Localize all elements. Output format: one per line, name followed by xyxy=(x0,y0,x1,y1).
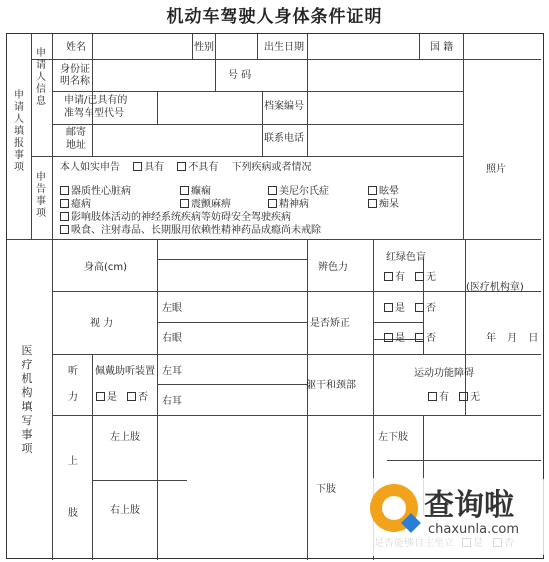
dob-label: 出生日期 xyxy=(264,42,304,53)
opt-label: 无 xyxy=(470,392,480,403)
opt-label: 有 xyxy=(439,392,449,403)
nationality-label: 国 籍 xyxy=(430,42,454,53)
color-blind-label: 红绿色盲 xyxy=(386,252,426,263)
trunk-label: 躯干和颈部 xyxy=(306,380,356,391)
disease-checkbox[interactable] xyxy=(368,186,377,195)
corrected-left-options xyxy=(384,303,436,315)
disease-item xyxy=(60,199,91,211)
disease-label: 吸食、注射毒品、长期服用依赖性精神药品成瘾尚未戒除 xyxy=(71,225,321,236)
height-label: 身高(cm) xyxy=(84,262,128,273)
hearing-aid-yes-checkbox[interactable] xyxy=(96,392,105,401)
declare-suffix: 下列疾病或者情况 xyxy=(231,162,312,173)
disease-label: 痴呆 xyxy=(379,199,399,210)
disease-label: 美尼尔氏症 xyxy=(279,186,329,197)
disease-checkbox[interactable] xyxy=(268,199,277,208)
opt-label: 否 xyxy=(138,392,148,403)
opt-label: 有 xyxy=(395,272,405,283)
hearing-label-1: 听 xyxy=(68,366,78,377)
disease-label: 癫痫 xyxy=(191,186,211,197)
disease-item xyxy=(368,199,399,211)
opt-label: 是 xyxy=(395,303,405,314)
left-ear-label: 左耳 xyxy=(162,366,182,377)
color-blind-options xyxy=(384,272,436,284)
left-upper-limb-label: 左上肢 xyxy=(110,432,140,443)
disease-checkbox[interactable] xyxy=(268,186,277,195)
color-vision-label: 辨色力 xyxy=(318,262,348,273)
hearing-label-2: 力 xyxy=(68,392,78,403)
lower-limb-label: 下肢 xyxy=(316,484,336,495)
watermark-text: 查询啦 xyxy=(424,488,514,523)
right-upper-limb-label: 右上肢 xyxy=(110,505,140,516)
corrected-label: 是否矫正 xyxy=(310,318,350,329)
gender-label: 性别 xyxy=(194,42,214,53)
file-number-label: 档案编号 xyxy=(264,101,304,112)
disease-checkbox[interactable] xyxy=(60,212,69,221)
corrected-left-no-checkbox[interactable] xyxy=(415,303,424,312)
opt-label: 是 xyxy=(395,333,405,344)
disease-checkbox[interactable] xyxy=(180,186,189,195)
declare-row xyxy=(60,162,312,174)
corrected-right-no-checkbox[interactable] xyxy=(415,333,424,342)
disease-label: 眩晕 xyxy=(379,186,399,197)
upper-limb-label-1: 上 xyxy=(68,456,78,467)
declare-yes-label: 具有 xyxy=(144,162,165,173)
disease-item xyxy=(368,186,399,198)
watermark-url: chaxunla.com xyxy=(428,522,519,537)
watermark xyxy=(368,478,546,556)
disease-item xyxy=(60,186,131,198)
hearing-aid-label: 佩戴助听装置 xyxy=(95,366,155,377)
id-doc-label: 身份证明名称 xyxy=(60,64,90,87)
corrected-right-yes-checkbox[interactable] xyxy=(384,333,393,342)
disease-label: 癔病 xyxy=(71,199,91,210)
motor-options xyxy=(428,392,480,404)
disease-checkbox[interactable] xyxy=(368,199,377,208)
hearing-aid-options xyxy=(96,392,148,404)
disease-checkbox[interactable] xyxy=(60,199,69,208)
declare-label: 申告事项 xyxy=(36,172,46,219)
declare-yes-checkbox[interactable] xyxy=(133,162,142,171)
id-number-label: 号 码 xyxy=(228,70,252,81)
motor-yes-checkbox[interactable] xyxy=(428,392,437,401)
disease-checkbox[interactable] xyxy=(60,225,69,234)
document-title: 机动车驾驶人身体条件证明 xyxy=(166,7,383,27)
color-blind-no-checkbox[interactable] xyxy=(415,272,424,281)
vision-label: 视 力 xyxy=(90,318,114,329)
disease-item xyxy=(60,212,291,224)
corrected-left-yes-checkbox[interactable] xyxy=(384,303,393,312)
disease-label: 精神病 xyxy=(279,199,309,210)
stamp-label: (医疗机构章) xyxy=(466,282,524,293)
vehicle-label-1: 申请/已具有的 xyxy=(64,95,128,106)
corrected-right-options xyxy=(384,333,436,345)
declare-no-label: 不具有 xyxy=(188,162,219,173)
phone-label: 联系电话 xyxy=(264,133,304,144)
disease-checkbox[interactable] xyxy=(60,186,69,195)
disease-label: 震颤麻痹 xyxy=(191,199,231,210)
opt-label: 是 xyxy=(107,392,117,403)
applicant-info-label: 申请人信息 xyxy=(36,48,46,107)
vehicle-label-2: 准驾车型代号 xyxy=(64,108,124,119)
declare-intro: 本人如实申告 xyxy=(60,162,120,173)
disease-item xyxy=(268,186,329,198)
address-label-1: 邮寄 xyxy=(66,127,86,138)
right-eye-label: 右眼 xyxy=(162,333,182,344)
left-lower-limb-label: 左下肢 xyxy=(378,432,408,443)
medical-section-label: 医疗机构填写事项 xyxy=(21,344,33,455)
motor-no-checkbox[interactable] xyxy=(459,392,468,401)
photo-label: 照片 xyxy=(486,164,506,175)
applicant-section-label: 申请人填报事项 xyxy=(14,90,24,173)
opt-label: 无 xyxy=(426,272,436,283)
hearing-aid-no-checkbox[interactable] xyxy=(127,392,136,401)
declare-no-checkbox[interactable] xyxy=(177,162,186,171)
disease-item xyxy=(180,186,211,198)
left-eye-label: 左眼 xyxy=(162,303,182,314)
disease-item xyxy=(180,199,231,211)
disease-label: 器质性心脏病 xyxy=(71,186,131,197)
upper-limb-label-2: 肢 xyxy=(68,508,78,519)
opt-label: 否 xyxy=(426,303,436,314)
name-label: 姓名 xyxy=(66,42,86,53)
right-ear-label: 右耳 xyxy=(162,396,182,407)
disease-label: 影响肢体活动的神经系统疾病等妨碍安全驾驶疾病 xyxy=(71,212,291,223)
date-label: 年 月 日 xyxy=(486,333,543,344)
disease-checkbox[interactable] xyxy=(180,199,189,208)
motor-label: 运动功能障碍 xyxy=(414,368,474,379)
disease-item xyxy=(268,199,309,211)
opt-label: 否 xyxy=(426,333,436,344)
address-label-2: 地址 xyxy=(66,140,86,151)
color-blind-yes-checkbox[interactable] xyxy=(384,272,393,281)
disease-item xyxy=(60,225,321,237)
